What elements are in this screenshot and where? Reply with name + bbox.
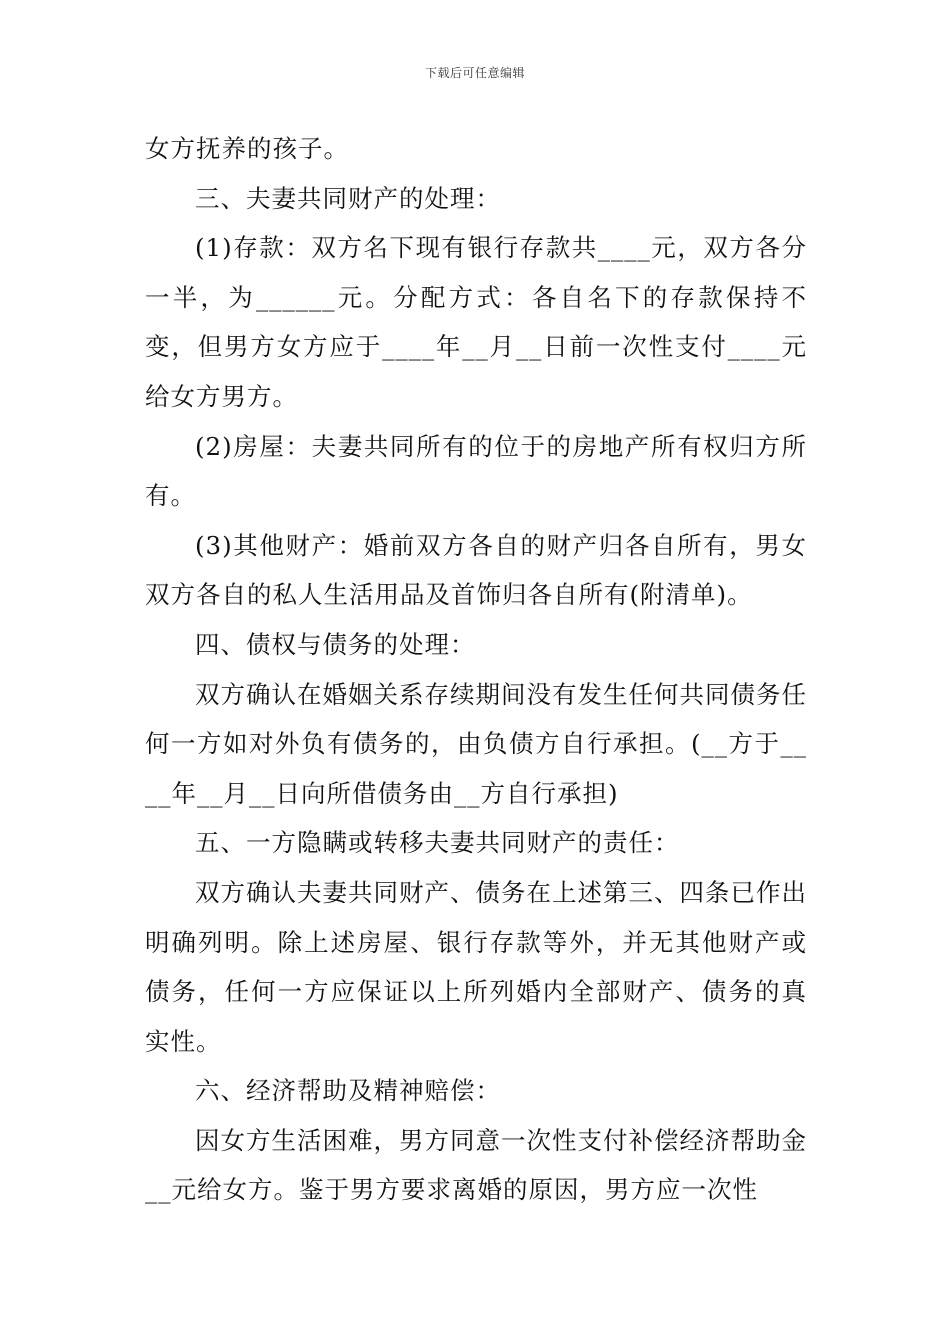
document-body xyxy=(145,124,807,1215)
section-heading-concealment: 五、一方隐瞒或转移夫妻共同财产的责任： xyxy=(195,828,680,858)
section-heading-debts: 四、债权与债务的处理： xyxy=(195,629,476,659)
paragraph-other-property: (3)其他财产：婚前双方各自的财产归各自所有，男女双方各自的私人生活用品及首饰归各自所有(附清单)。 xyxy=(145,530,807,610)
paragraph-deposits: (1)存款：双方名下现有银行存款共____元，双方各分一半，为______元。分配方式：各自名下的存款保持不变，但男方女方应于____年__月__日前一次性支付____元给女方男方。 xyxy=(145,233,807,411)
section-heading-property: 三、夫妻共同财产的处理： xyxy=(195,183,501,213)
paragraph-debts: 双方确认在婚姻关系存续期间没有发生任何共同债务任何一方如对外负有债务的，由负债方自行承担。(__方于____年__月__日向所借债务由__方自行承担) xyxy=(145,679,807,808)
paragraph-compensation: 因女方生活困难，男方同意一次性支付补偿经济帮助金__元给女方。鉴于男方要求离婚的原因，男方应一次性 xyxy=(145,1125,807,1205)
page-header: 下载后可任意编辑 xyxy=(424,66,525,80)
section-heading-compensation: 六、经济帮助及精神赔偿： xyxy=(195,1076,501,1106)
paragraph-house: (2)房屋：夫妻共同所有的位于的房地产所有权归方所有。 xyxy=(145,431,807,511)
paragraph-concealment: 双方确认夫妻共同财产、债务在上述第三、四条已作出明确列明。除上述房屋、银行存款等外，并无其他财产或债务，任何一方应保证以上所列婚内全部财产、债务的真实性。 xyxy=(145,877,807,1056)
paragraph-continuation: 女方抚养的孩子。 xyxy=(145,134,349,163)
